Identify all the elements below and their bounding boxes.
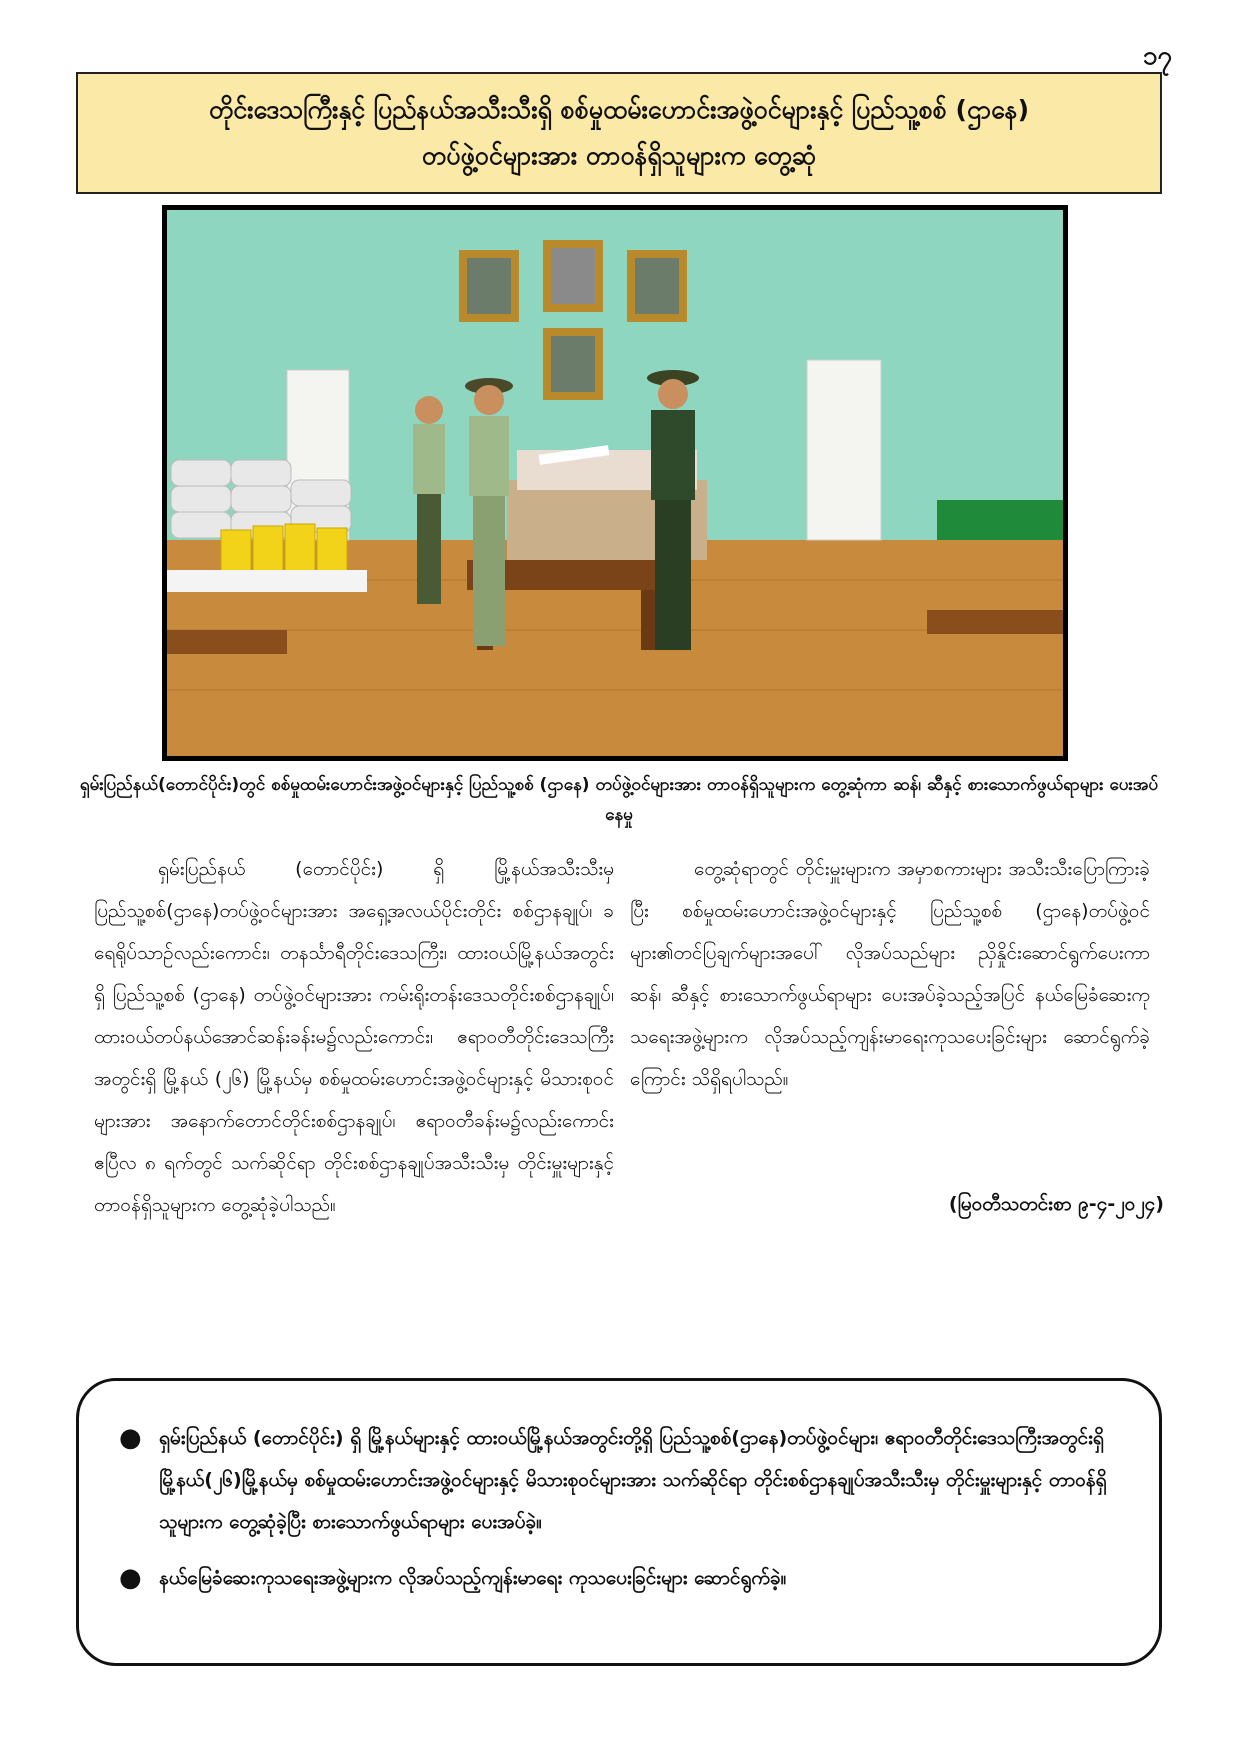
- summary-text: နယ်မြေခံဆေးကုသရေးအဖွဲ့များက လိုအပ်သည့်ကျန်းမာရေး ကုသပေးခြင်းများ ဆောင်ရွက်ခဲ့။: [159, 1567, 787, 1589]
- article-column-right: တွေ့ဆုံရာတွင် တိုင်းမှူးများက အမှာစကားများ အသီးသီးပြောကြားခဲ့ပြီး စစ်မှုထမ်းဟောင်းအဖွဲ့ဝင်များနှင့် ပြည်သူ့စစ် (ဌာနေ)တပ်ဖွဲ့ဝင်များ၏တင်ပြချက်များအပေါ် လိုအပ်သည်များ ညှိနှိုင်းဆောင်ရွက်ပေးကာ ဆန်၊ ဆီနှင့် စားသောက်ဖွယ်ရာများ ပေးအပ်ခဲ့သည့်အပြင် နယ်မြေခံဆေးကုသရေးအဖွဲ့များက လိုအပ်သည့်ကျန်းမာရေးကုသပေးခြင်းများ ဆောင်ရွက်ခဲ့ကြောင်း သိရှိရပါသည်။: [630, 858, 1150, 1090]
- ceremony-photo-illustration: [167, 210, 1063, 756]
- article-source: (မြဝတီသတင်းစာ ၉-၄-၂၀၂၄): [948, 1193, 1164, 1215]
- bullet-icon: ●: [119, 1563, 142, 1593]
- article-column-left: ရှမ်းပြည်နယ် (တောင်ပိုင်း) ရှိ မြို့နယ်အသီးသီးမှ ပြည်သူ့စစ်(ဌာနေ)တပ်ဖွဲ့ဝင်များအား အရှေ့အလယ်ပိုင်းတိုင်း စစ်ဌာနချုပ်၊ ခရေရိုပ်သာဥ်လည်းကောင်း၊ တနင်္သာရီတိုင်းဒေသကြီး၊ ထားဝယ်မြို့နယ်အတွင်းရှိ ပြည်သူ့စစ် (ဌာနေ) တပ်ဖွဲ့ဝင်များအား ကမ်းရိုးတန်းဒေသတိုင်းစစ်ဌာနချုပ်၊ ထားဝယ်တပ်နယ်အောင်ဆန်းခန်းမ၌လည်းကောင်း၊ ဧရာဝတီတိုင်းဒေသကြီး အတွင်းရှိ မြို့နယ် (၂၆) မြို့နယ်မှ စစ်မှုထမ်းဟောင်းအဖွဲ့ဝင်များနှင့် မိသားစုဝင်များအား အနောက်တောင်တိုင်းစစ်ဌာနချုပ်၊ ဧရာဝတီခန်းမ၌လည်းကောင်း ဧပြီလ ၈ ရက်တွင် သက်ဆိုင်ရာ တိုင်းစစ်ဌာနချုပ်အသီးသီးမှ တိုင်းမှူးများနှင့် တာဝန်ရှိသူများက တွေ့ဆုံခဲ့ပါသည်။: [94, 858, 614, 1216]
- bullet-icon: ●: [119, 1423, 142, 1453]
- summary-item: [119, 1557, 1119, 1599]
- summary-item: [119, 1417, 1119, 1543]
- headline-line-2: တပ်ဖွဲ့ဝင်များအား တာဝန်ရှိသူများက တွေ့ဆုံ: [421, 141, 817, 170]
- photo-caption: ရှမ်းပြည်နယ်(တောင်ပိုင်း)တွင် စစ်မှုထမ်းဟောင်းအဖွဲ့ဝင်များနှင့် ပြည်သူ့စစ် (ဌာနေ) တပ်ဖွဲ့ဝင်များအား တာဝန်ရှိသူများက တွေ့ဆုံကာ ဆန်၊ ဆီနှင့် စားသောက်ဖွယ်ရာများ ပေးအပ်နေမှု: [79, 775, 1159, 825]
- news-photo: [162, 205, 1068, 761]
- headline-line-1: တိုင်းဒေသကြီးနှင့် ပြည်နယ်အသီးသီးရှိ စစ်မှုထမ်းဟောင်းအဖွဲ့ဝင်များနှင့် ပြည်သူ့စစ် (ဌာနေ): [208, 95, 1030, 124]
- page-number: ၁၇: [1142, 41, 1172, 71]
- summary-text: ရှမ်းပြည်နယ် (တောင်ပိုင်း) ရှိ မြို့နယ်များနှင့် ထားဝယ်မြို့နယ်အတွင်းတို့ရှိ ပြည်သူ့စစ်(ဌာနေ)တပ်ဖွဲ့ဝင်များ၊ ဧရာဝတီတိုင်းဒေသကြီးအတွင်းရှိ မြို့နယ်(၂၆)မြို့နယ်မှ စစ်မှုထမ်းဟောင်းအဖွဲ့ဝင်များနှင့် မိသားစုဝင်များအား သက်ဆိုင်ရာ တိုင်းစစ်ဌာနချုပ်အသီးသီးမှ တိုင်းမှူးများနှင့် တာဝန်ရှိသူများက တွေ့ဆုံခဲ့ပြီး စားသောက်ဖွယ်ရာများ ပေးအပ်ခဲ့။: [159, 1427, 1107, 1533]
- summary-box: [76, 1378, 1162, 1666]
- headline-box: [76, 72, 1162, 194]
- soldier-1: [413, 396, 445, 604]
